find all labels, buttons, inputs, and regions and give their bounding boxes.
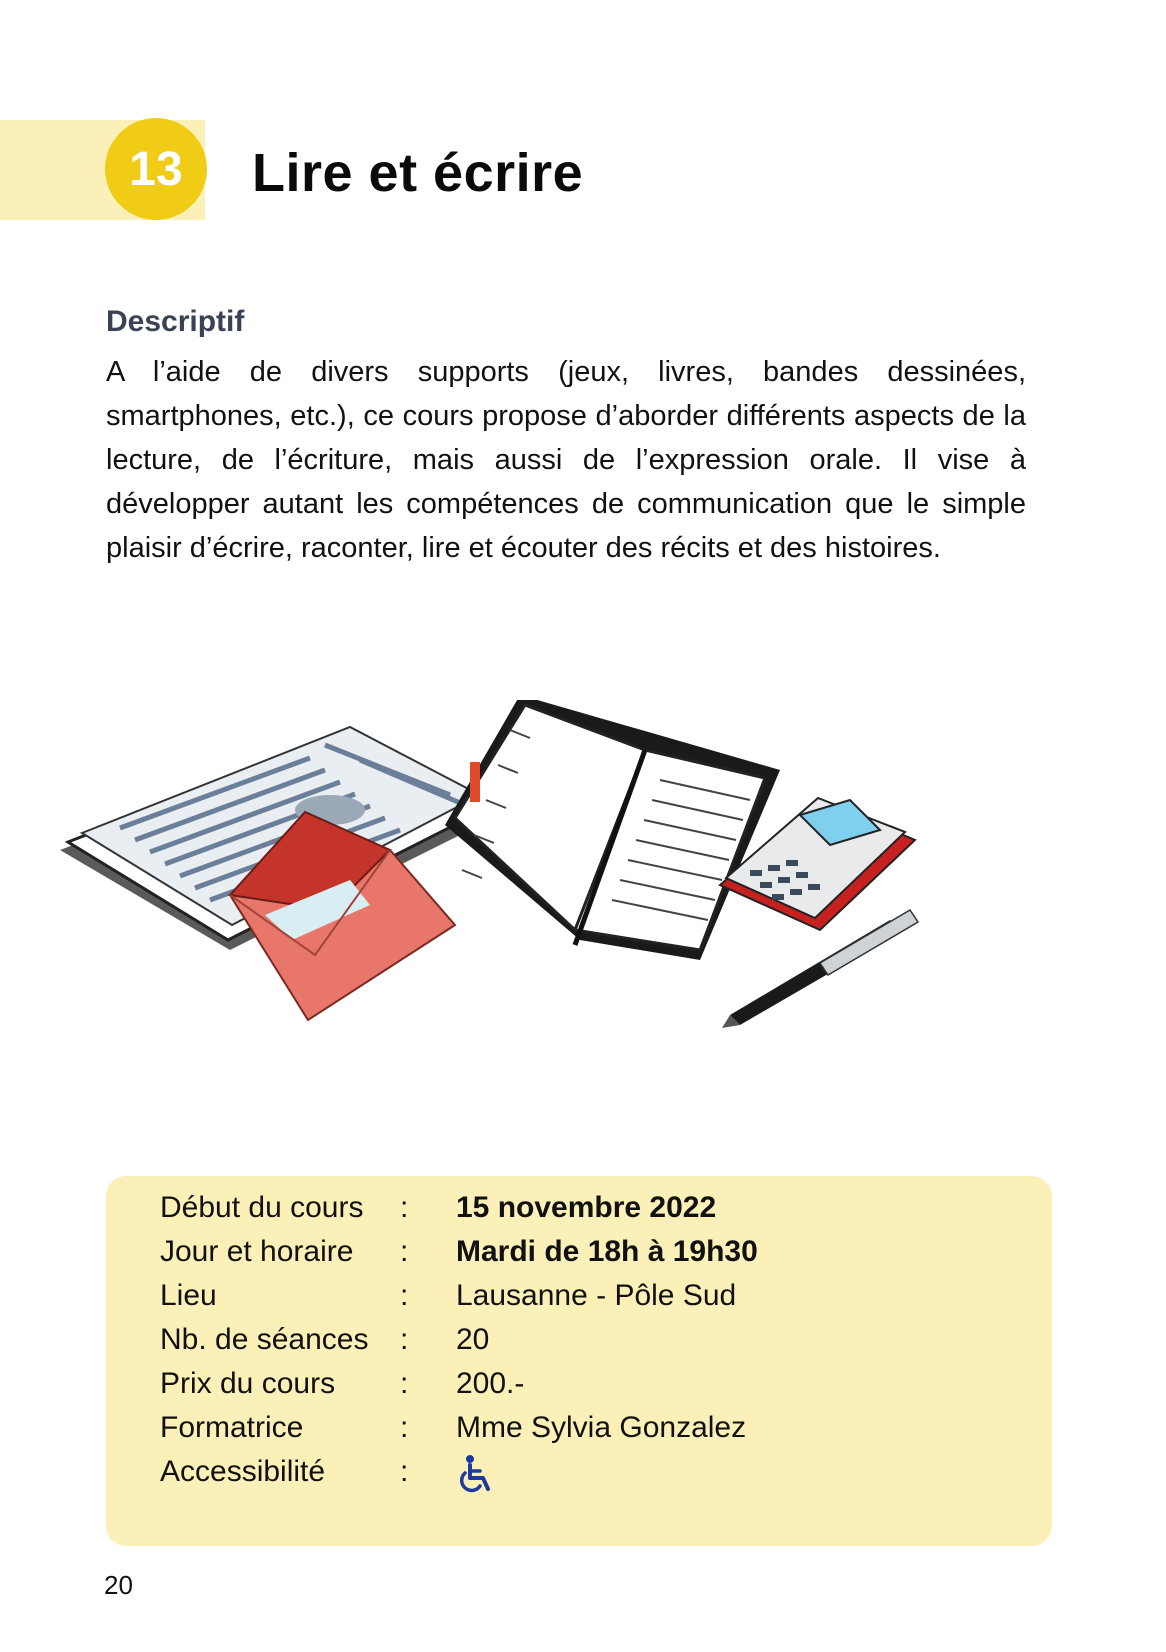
chapter-number-badge	[105, 118, 207, 220]
info-separator: :	[400, 1279, 409, 1312]
course-illustration	[60, 700, 980, 1090]
notebook-illustration	[445, 700, 780, 960]
info-separator: :	[400, 1411, 409, 1444]
info-label: Jour et horaire	[160, 1235, 354, 1268]
description-text: A l’aide de divers supports (jeux, livres, bandes dessinées, smartphones, etc.), ce cours propose d’aborder différents aspects de la lecture, de l’écriture, mais aussi de l’expression orale. Il vise à développer autant les compétences de communication que le simple plaisir d’écrire, raconter, lire et écouter des récits et des histoires.	[106, 356, 1026, 564]
info-value: Mme Sylvia Gonzalez	[456, 1411, 747, 1444]
info-label: Accessibilité	[160, 1455, 326, 1488]
page-number: 20	[104, 1570, 133, 1600]
info-separator: :	[400, 1367, 409, 1400]
description-heading: Descriptif	[106, 305, 245, 338]
info-label: Formatrice	[160, 1411, 304, 1444]
info-label: Prix du cours	[160, 1367, 336, 1400]
chapter-number: 13	[129, 142, 183, 196]
info-separator: :	[400, 1191, 409, 1224]
wheelchair-icon	[456, 1454, 494, 1494]
info-value: 15 novembre 2022	[456, 1191, 717, 1224]
info-label: Début du cours	[160, 1191, 364, 1224]
info-value: Lausanne - Pôle Sud	[456, 1279, 737, 1312]
page-title: Lire et écrire	[252, 143, 584, 203]
info-separator: :	[400, 1455, 409, 1488]
info-separator: :	[400, 1323, 409, 1356]
info-label: Lieu	[160, 1279, 217, 1312]
info-value: 200.-	[456, 1367, 525, 1400]
info-separator: :	[400, 1235, 409, 1268]
info-label: Nb. de séances	[160, 1323, 369, 1356]
info-value: 20	[456, 1323, 490, 1356]
course-info-box	[106, 1176, 1052, 1546]
info-value: Mardi de 18h à 19h30	[456, 1235, 758, 1268]
